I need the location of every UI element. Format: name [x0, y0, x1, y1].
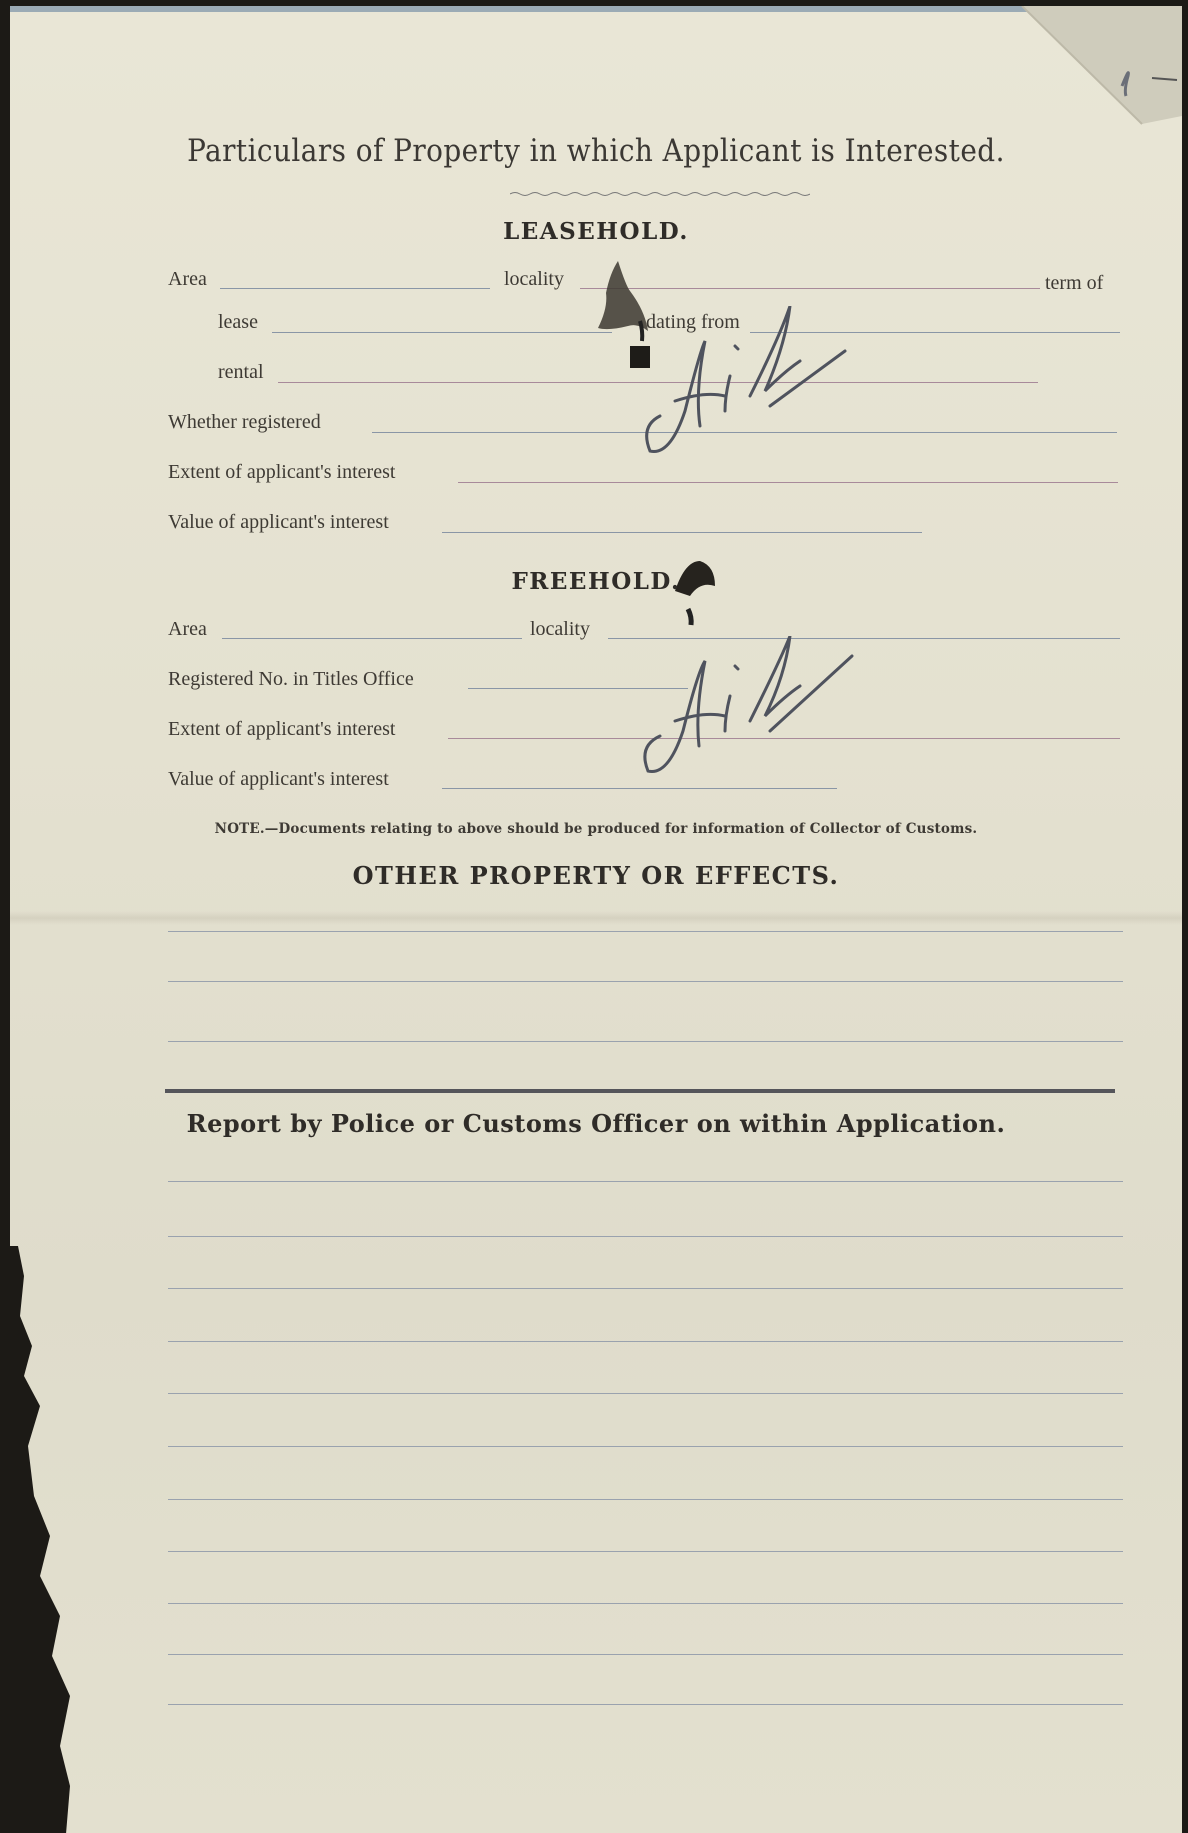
report-line[interactable]: [168, 1603, 1123, 1604]
freehold-area-line[interactable]: [222, 638, 522, 639]
other-property-line[interactable]: [168, 931, 1123, 932]
document-page: [10, 6, 1182, 1833]
report-line[interactable]: [168, 1181, 1123, 1182]
leasehold-extent-label: Extent of applicant's interest: [168, 461, 396, 483]
section-divider: [165, 1089, 1115, 1093]
report-line[interactable]: [168, 1704, 1123, 1705]
report-line[interactable]: [168, 1551, 1123, 1552]
leasehold-term-label: term of: [1045, 272, 1104, 294]
leasehold-lease-line[interactable]: [272, 332, 612, 333]
freehold-locality-label: locality: [530, 618, 590, 640]
report-line[interactable]: [168, 1288, 1123, 1289]
other-property-heading: OTHER PROPERTY OR EFFECTS.: [352, 861, 840, 890]
page-title: Particulars of Property in which Applicant is Interested.: [187, 133, 1005, 169]
leasehold-value-line[interactable]: [442, 532, 922, 533]
freehold-extent-label: Extent of applicant's interest: [168, 718, 396, 740]
leasehold-value-label: Value of applicant's interest: [168, 511, 389, 533]
leasehold-heading: LEASEHOLD.: [503, 218, 689, 245]
report-line[interactable]: [168, 1236, 1123, 1237]
other-property-line[interactable]: [168, 1041, 1123, 1042]
leasehold-locality-label: locality: [504, 268, 564, 290]
leasehold-lease-label: lease: [218, 311, 258, 333]
freehold-titles-label: Registered No. in Titles Office: [168, 668, 414, 690]
leasehold-area-label: Area: [168, 268, 207, 290]
leasehold-area-line[interactable]: [220, 288, 490, 289]
freehold-area-label: Area: [168, 618, 207, 640]
report-line[interactable]: [168, 1341, 1123, 1342]
paper-fold: [10, 911, 1182, 925]
leasehold-dating-label: dating from: [646, 311, 740, 333]
torn-edge: [10, 1246, 70, 1833]
title-flourish: [510, 191, 810, 197]
leasehold-registered-label: Whether registered: [168, 411, 321, 433]
report-line[interactable]: [168, 1393, 1123, 1394]
ink-stain: [588, 261, 668, 381]
report-line[interactable]: [168, 1654, 1123, 1655]
report-heading: Report by Police or Customs Officer on within Application.: [186, 1109, 1006, 1138]
folded-corner: [1002, 6, 1182, 136]
leasehold-rental-label: rental: [218, 361, 264, 383]
customs-note: NOTE.—Documents relating to above should be produced for information of Collector of Customs.: [214, 821, 978, 837]
report-line[interactable]: [168, 1499, 1123, 1500]
freehold-heading: FREEHOLD.: [511, 568, 681, 595]
other-property-line[interactable]: [168, 981, 1123, 982]
report-line[interactable]: [168, 1446, 1123, 1447]
freehold-value-line[interactable]: [442, 788, 837, 789]
leasehold-extent-line[interactable]: [458, 482, 1118, 483]
freehold-nil-handwriting: [620, 636, 860, 786]
freehold-value-label: Value of applicant's interest: [168, 768, 389, 790]
